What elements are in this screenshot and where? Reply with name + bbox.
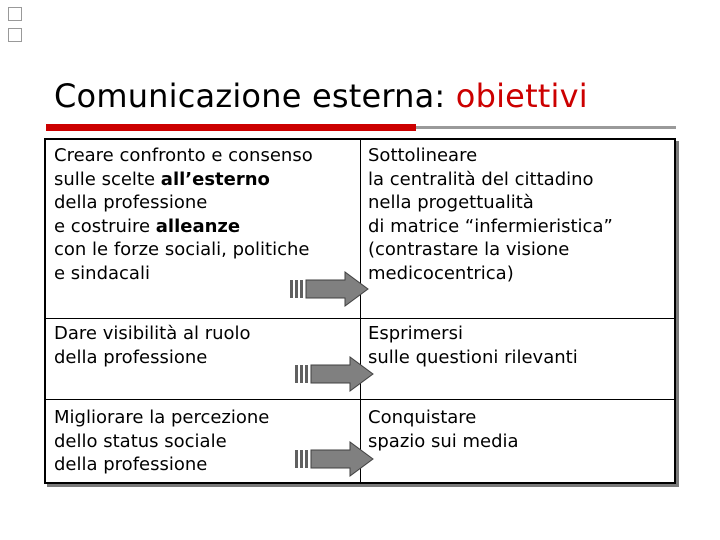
right-arrow-icon [295,441,375,477]
row1-left-cell [54,144,313,286]
slide-title [54,76,588,116]
row-divider [46,318,674,319]
text-line: spazio sui media [368,430,519,452]
text-line: di matrice “infermieristica” [368,215,613,237]
right-arrow-icon [290,271,370,307]
text-line: della professione [54,454,208,476]
text-line: Migliorare la percezione [54,407,270,428]
row3-right-cell [368,406,519,453]
right-arrow-icon [295,356,375,392]
corner-square [8,28,22,42]
text-line: Creare confronto e consenso [54,145,313,166]
text-line: sulle questioni rilevanti [368,346,578,368]
text-line: e costruire alleanze [54,215,241,237]
text-line: (contrastare la visione [368,239,570,261]
title-rule-gray [416,126,676,129]
row-divider [46,399,674,400]
text-line: Sottolineare [368,145,478,166]
text-line: con le forze sociali, politiche [54,239,310,261]
text-line: medicocentrica) [368,262,514,284]
text-line: e sindacali [54,262,150,284]
title-rule-red [46,124,416,131]
title-accent: obiettivi [455,77,588,115]
text-line: Dare visibilità al ruolo [54,323,251,344]
row2-right-cell [368,322,578,369]
corner-square [8,7,22,21]
title-main: Comunicazione esterna: [54,77,456,115]
row1-right-cell [368,144,613,286]
objectives-table [44,138,676,484]
text-line: Conquistare [368,407,477,428]
text-line: della professione [54,346,208,368]
row2-left-cell [54,322,251,369]
text-line: dello status sociale [54,430,227,452]
text-line: sulle scelte all’esterno [54,168,270,190]
text-line: la centralità del cittadino [368,168,594,190]
column-divider [360,140,361,482]
text-line: della professione [54,192,208,214]
text-line: nella progettualità [368,192,534,214]
row3-left-cell [54,406,269,477]
text-line: Esprimersi [368,323,463,344]
